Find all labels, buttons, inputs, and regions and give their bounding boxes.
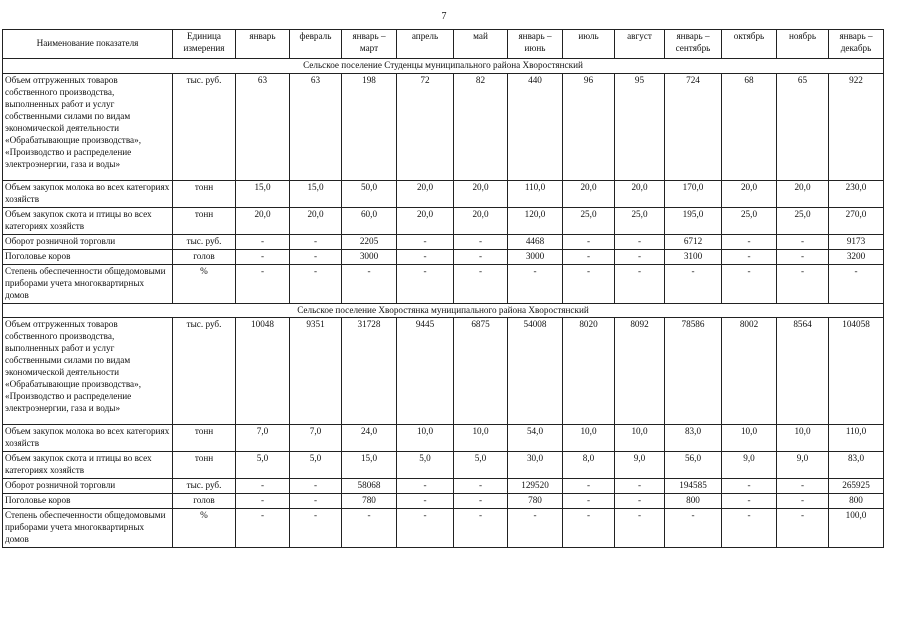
header-period: февраль xyxy=(290,30,342,59)
header-period: апрель xyxy=(397,30,454,59)
indicator-name: Объем отгруженных товаров собственного производства, выполненных работ и услуг собственными силами по видам экономической деятельности «Обрабатывающие производства», «Производство и распределение электроэнергии, газа и воды» xyxy=(3,318,173,425)
indicator-name: Объем закупок скота и птицы во всех категориях хозяйств xyxy=(3,207,173,234)
indicator-name: Объем закупок молока во всех категориях хозяйств xyxy=(3,425,173,452)
value-cell: - xyxy=(777,264,829,303)
value-cell: 10,0 xyxy=(454,425,508,452)
value-cell: 9173 xyxy=(829,234,884,249)
value-cell: 10,0 xyxy=(397,425,454,452)
value-cell: 3200 xyxy=(829,249,884,264)
value-cell: - xyxy=(236,494,290,509)
value-cell: 65 xyxy=(777,73,829,180)
value-cell: 7,0 xyxy=(236,425,290,452)
value-cell: - xyxy=(777,509,829,548)
value-cell: 110,0 xyxy=(829,425,884,452)
value-cell: 110,0 xyxy=(508,180,563,207)
value-cell: 54,0 xyxy=(508,425,563,452)
value-cell: 15,0 xyxy=(236,180,290,207)
header-name: Наименование показателя xyxy=(3,30,173,59)
header-period: июль xyxy=(563,30,615,59)
value-cell: 24,0 xyxy=(342,425,397,452)
value-cell: 50,0 xyxy=(342,180,397,207)
value-cell: 100,0 xyxy=(829,509,884,548)
value-cell: 6712 xyxy=(665,234,722,249)
value-cell: 922 xyxy=(829,73,884,180)
value-cell: 82 xyxy=(454,73,508,180)
value-cell: - xyxy=(563,479,615,494)
value-cell: 25,0 xyxy=(615,207,665,234)
table-row xyxy=(3,494,884,509)
value-cell: - xyxy=(722,509,777,548)
value-cell: - xyxy=(397,479,454,494)
value-cell: 9351 xyxy=(290,318,342,425)
value-cell: 20,0 xyxy=(236,207,290,234)
section-title: Сельское поселение Студенцы муниципального района Хворостянский xyxy=(3,59,884,74)
value-cell: 83,0 xyxy=(829,452,884,479)
value-cell: 10048 xyxy=(236,318,290,425)
value-cell: - xyxy=(829,264,884,303)
value-cell: 120,0 xyxy=(508,207,563,234)
value-cell: - xyxy=(615,509,665,548)
value-cell: 10,0 xyxy=(777,425,829,452)
value-cell: - xyxy=(236,264,290,303)
value-cell: 10,0 xyxy=(722,425,777,452)
value-cell: - xyxy=(563,249,615,264)
value-cell: 95 xyxy=(615,73,665,180)
value-cell: 83,0 xyxy=(665,425,722,452)
value-cell: - xyxy=(508,509,563,548)
value-cell: 8020 xyxy=(563,318,615,425)
value-cell: - xyxy=(454,264,508,303)
indicator-name: Оборот розничной торговли xyxy=(3,234,173,249)
value-cell: - xyxy=(508,264,563,303)
value-cell: 7,0 xyxy=(290,425,342,452)
value-cell: 5,0 xyxy=(290,452,342,479)
value-cell: 68 xyxy=(722,73,777,180)
value-cell: 9,0 xyxy=(722,452,777,479)
value-cell: - xyxy=(454,234,508,249)
value-cell: - xyxy=(563,494,615,509)
value-cell: - xyxy=(665,509,722,548)
value-cell: 129520 xyxy=(508,479,563,494)
unit-cell: тыс. руб. xyxy=(173,73,236,180)
value-cell: 2205 xyxy=(342,234,397,249)
table-row xyxy=(3,264,884,303)
value-cell: - xyxy=(397,509,454,548)
value-cell: - xyxy=(290,494,342,509)
value-cell: 15,0 xyxy=(342,452,397,479)
value-cell: - xyxy=(665,264,722,303)
value-cell: - xyxy=(563,264,615,303)
section-header-row xyxy=(3,59,884,74)
value-cell: 270,0 xyxy=(829,207,884,234)
value-cell: - xyxy=(722,234,777,249)
value-cell: - xyxy=(236,234,290,249)
value-cell: 10,0 xyxy=(615,425,665,452)
unit-cell: тонн xyxy=(173,425,236,452)
value-cell: - xyxy=(397,494,454,509)
value-cell: - xyxy=(615,264,665,303)
value-cell: 20,0 xyxy=(454,180,508,207)
table-row xyxy=(3,452,884,479)
value-cell: - xyxy=(777,234,829,249)
value-cell: 56,0 xyxy=(665,452,722,479)
unit-cell: тонн xyxy=(173,180,236,207)
header-period: январь xyxy=(236,30,290,59)
value-cell: - xyxy=(342,264,397,303)
page-number: 7 xyxy=(441,11,447,22)
table-row xyxy=(3,180,884,207)
value-cell: 104058 xyxy=(829,318,884,425)
value-cell: - xyxy=(290,264,342,303)
value-cell: 20,0 xyxy=(397,207,454,234)
value-cell: - xyxy=(342,509,397,548)
value-cell: 78586 xyxy=(665,318,722,425)
value-cell: 800 xyxy=(829,494,884,509)
header-period: январь – сентябрь xyxy=(665,30,722,59)
header-period: январь – декабрь xyxy=(829,30,884,59)
value-cell: 5,0 xyxy=(454,452,508,479)
value-cell: - xyxy=(454,249,508,264)
value-cell: 194585 xyxy=(665,479,722,494)
value-cell: 8002 xyxy=(722,318,777,425)
section-header-row xyxy=(3,303,884,318)
value-cell: 780 xyxy=(342,494,397,509)
header-period: август xyxy=(615,30,665,59)
value-cell: - xyxy=(722,479,777,494)
value-cell: - xyxy=(454,479,508,494)
value-cell: - xyxy=(722,249,777,264)
value-cell: 58068 xyxy=(342,479,397,494)
value-cell: - xyxy=(615,234,665,249)
unit-cell: тыс. руб. xyxy=(173,318,236,425)
value-cell: 195,0 xyxy=(665,207,722,234)
value-cell: - xyxy=(615,249,665,264)
value-cell: 31728 xyxy=(342,318,397,425)
value-cell: 25,0 xyxy=(722,207,777,234)
value-cell: 3000 xyxy=(342,249,397,264)
value-cell: 440 xyxy=(508,73,563,180)
header-period: май xyxy=(454,30,508,59)
header-unit: Единица измерения xyxy=(173,30,236,59)
value-cell: - xyxy=(397,264,454,303)
value-cell: 96 xyxy=(563,73,615,180)
unit-cell: тыс. руб. xyxy=(173,234,236,249)
table-row xyxy=(3,207,884,234)
indicator-name: Объем закупок скота и птицы во всех категориях хозяйств xyxy=(3,452,173,479)
value-cell: 72 xyxy=(397,73,454,180)
value-cell: 5,0 xyxy=(397,452,454,479)
table-row xyxy=(3,249,884,264)
value-cell: 20,0 xyxy=(454,207,508,234)
value-cell: - xyxy=(563,509,615,548)
value-cell: 20,0 xyxy=(722,180,777,207)
indicator-name: Степень обеспеченности общедомовыми приборами учета многоквартирных домов xyxy=(3,509,173,548)
value-cell: - xyxy=(290,479,342,494)
value-cell: - xyxy=(454,494,508,509)
table-row xyxy=(3,509,884,548)
value-cell: 8564 xyxy=(777,318,829,425)
value-cell: 63 xyxy=(236,73,290,180)
table-row xyxy=(3,73,884,180)
header-period: январь – июнь xyxy=(508,30,563,59)
indicator-name: Поголовье коров xyxy=(3,249,173,264)
header-period: ноябрь xyxy=(777,30,829,59)
value-cell: 4468 xyxy=(508,234,563,249)
value-cell: - xyxy=(290,249,342,264)
value-cell: 230,0 xyxy=(829,180,884,207)
value-cell: 20,0 xyxy=(777,180,829,207)
value-cell: 9,0 xyxy=(777,452,829,479)
unit-cell: голов xyxy=(173,494,236,509)
value-cell: 265925 xyxy=(829,479,884,494)
value-cell: 54008 xyxy=(508,318,563,425)
table-row xyxy=(3,479,884,494)
value-cell: - xyxy=(454,509,508,548)
indicator-name: Поголовье коров xyxy=(3,494,173,509)
value-cell: - xyxy=(615,494,665,509)
value-cell: 6875 xyxy=(454,318,508,425)
value-cell: 724 xyxy=(665,73,722,180)
unit-cell: голов xyxy=(173,249,236,264)
header-period: октябрь xyxy=(722,30,777,59)
unit-cell: тыс. руб. xyxy=(173,479,236,494)
value-cell: 25,0 xyxy=(777,207,829,234)
value-cell: - xyxy=(777,494,829,509)
value-cell: - xyxy=(615,479,665,494)
value-cell: - xyxy=(236,509,290,548)
value-cell: 780 xyxy=(508,494,563,509)
value-cell: - xyxy=(397,234,454,249)
unit-cell: % xyxy=(173,509,236,548)
value-cell: - xyxy=(397,249,454,264)
indicator-name: Объем отгруженных товаров собственного производства, выполненных работ и услуг собственными силами по видам экономической деятельности «Обрабатывающие производства», «Производство и распределение электроэнергии, газа и воды» xyxy=(3,73,173,180)
value-cell: - xyxy=(236,479,290,494)
indicator-name: Оборот розничной торговли xyxy=(3,479,173,494)
value-cell: 3100 xyxy=(665,249,722,264)
value-cell: 20,0 xyxy=(563,180,615,207)
header-period: январь – март xyxy=(342,30,397,59)
value-cell: - xyxy=(236,249,290,264)
report-table xyxy=(2,29,884,548)
value-cell: - xyxy=(290,234,342,249)
value-cell: 60,0 xyxy=(342,207,397,234)
value-cell: - xyxy=(722,494,777,509)
value-cell: 30,0 xyxy=(508,452,563,479)
value-cell: 8,0 xyxy=(563,452,615,479)
indicator-name: Степень обеспеченности общедомовыми приборами учета многоквартирных домов xyxy=(3,264,173,303)
value-cell: 170,0 xyxy=(665,180,722,207)
value-cell: 8092 xyxy=(615,318,665,425)
section-title: Сельское поселение Хворостянка муниципального района Хворостянский xyxy=(3,303,884,318)
unit-cell: тонн xyxy=(173,207,236,234)
header-row xyxy=(3,30,884,59)
unit-cell: % xyxy=(173,264,236,303)
value-cell: 800 xyxy=(665,494,722,509)
value-cell: 10,0 xyxy=(563,425,615,452)
value-cell: - xyxy=(777,249,829,264)
unit-cell: тонн xyxy=(173,452,236,479)
value-cell: 198 xyxy=(342,73,397,180)
value-cell: 5,0 xyxy=(236,452,290,479)
table-row xyxy=(3,425,884,452)
value-cell: - xyxy=(722,264,777,303)
value-cell: 9,0 xyxy=(615,452,665,479)
table-row xyxy=(3,318,884,425)
value-cell: 20,0 xyxy=(290,207,342,234)
value-cell: - xyxy=(777,479,829,494)
value-cell: 25,0 xyxy=(563,207,615,234)
value-cell: - xyxy=(290,509,342,548)
indicator-name: Объем закупок молока во всех категориях хозяйств xyxy=(3,180,173,207)
value-cell: 63 xyxy=(290,73,342,180)
value-cell: 20,0 xyxy=(615,180,665,207)
value-cell: 20,0 xyxy=(397,180,454,207)
table-row xyxy=(3,234,884,249)
value-cell: - xyxy=(563,234,615,249)
value-cell: 9445 xyxy=(397,318,454,425)
value-cell: 3000 xyxy=(508,249,563,264)
value-cell: 15,0 xyxy=(290,180,342,207)
table-body xyxy=(3,59,884,548)
